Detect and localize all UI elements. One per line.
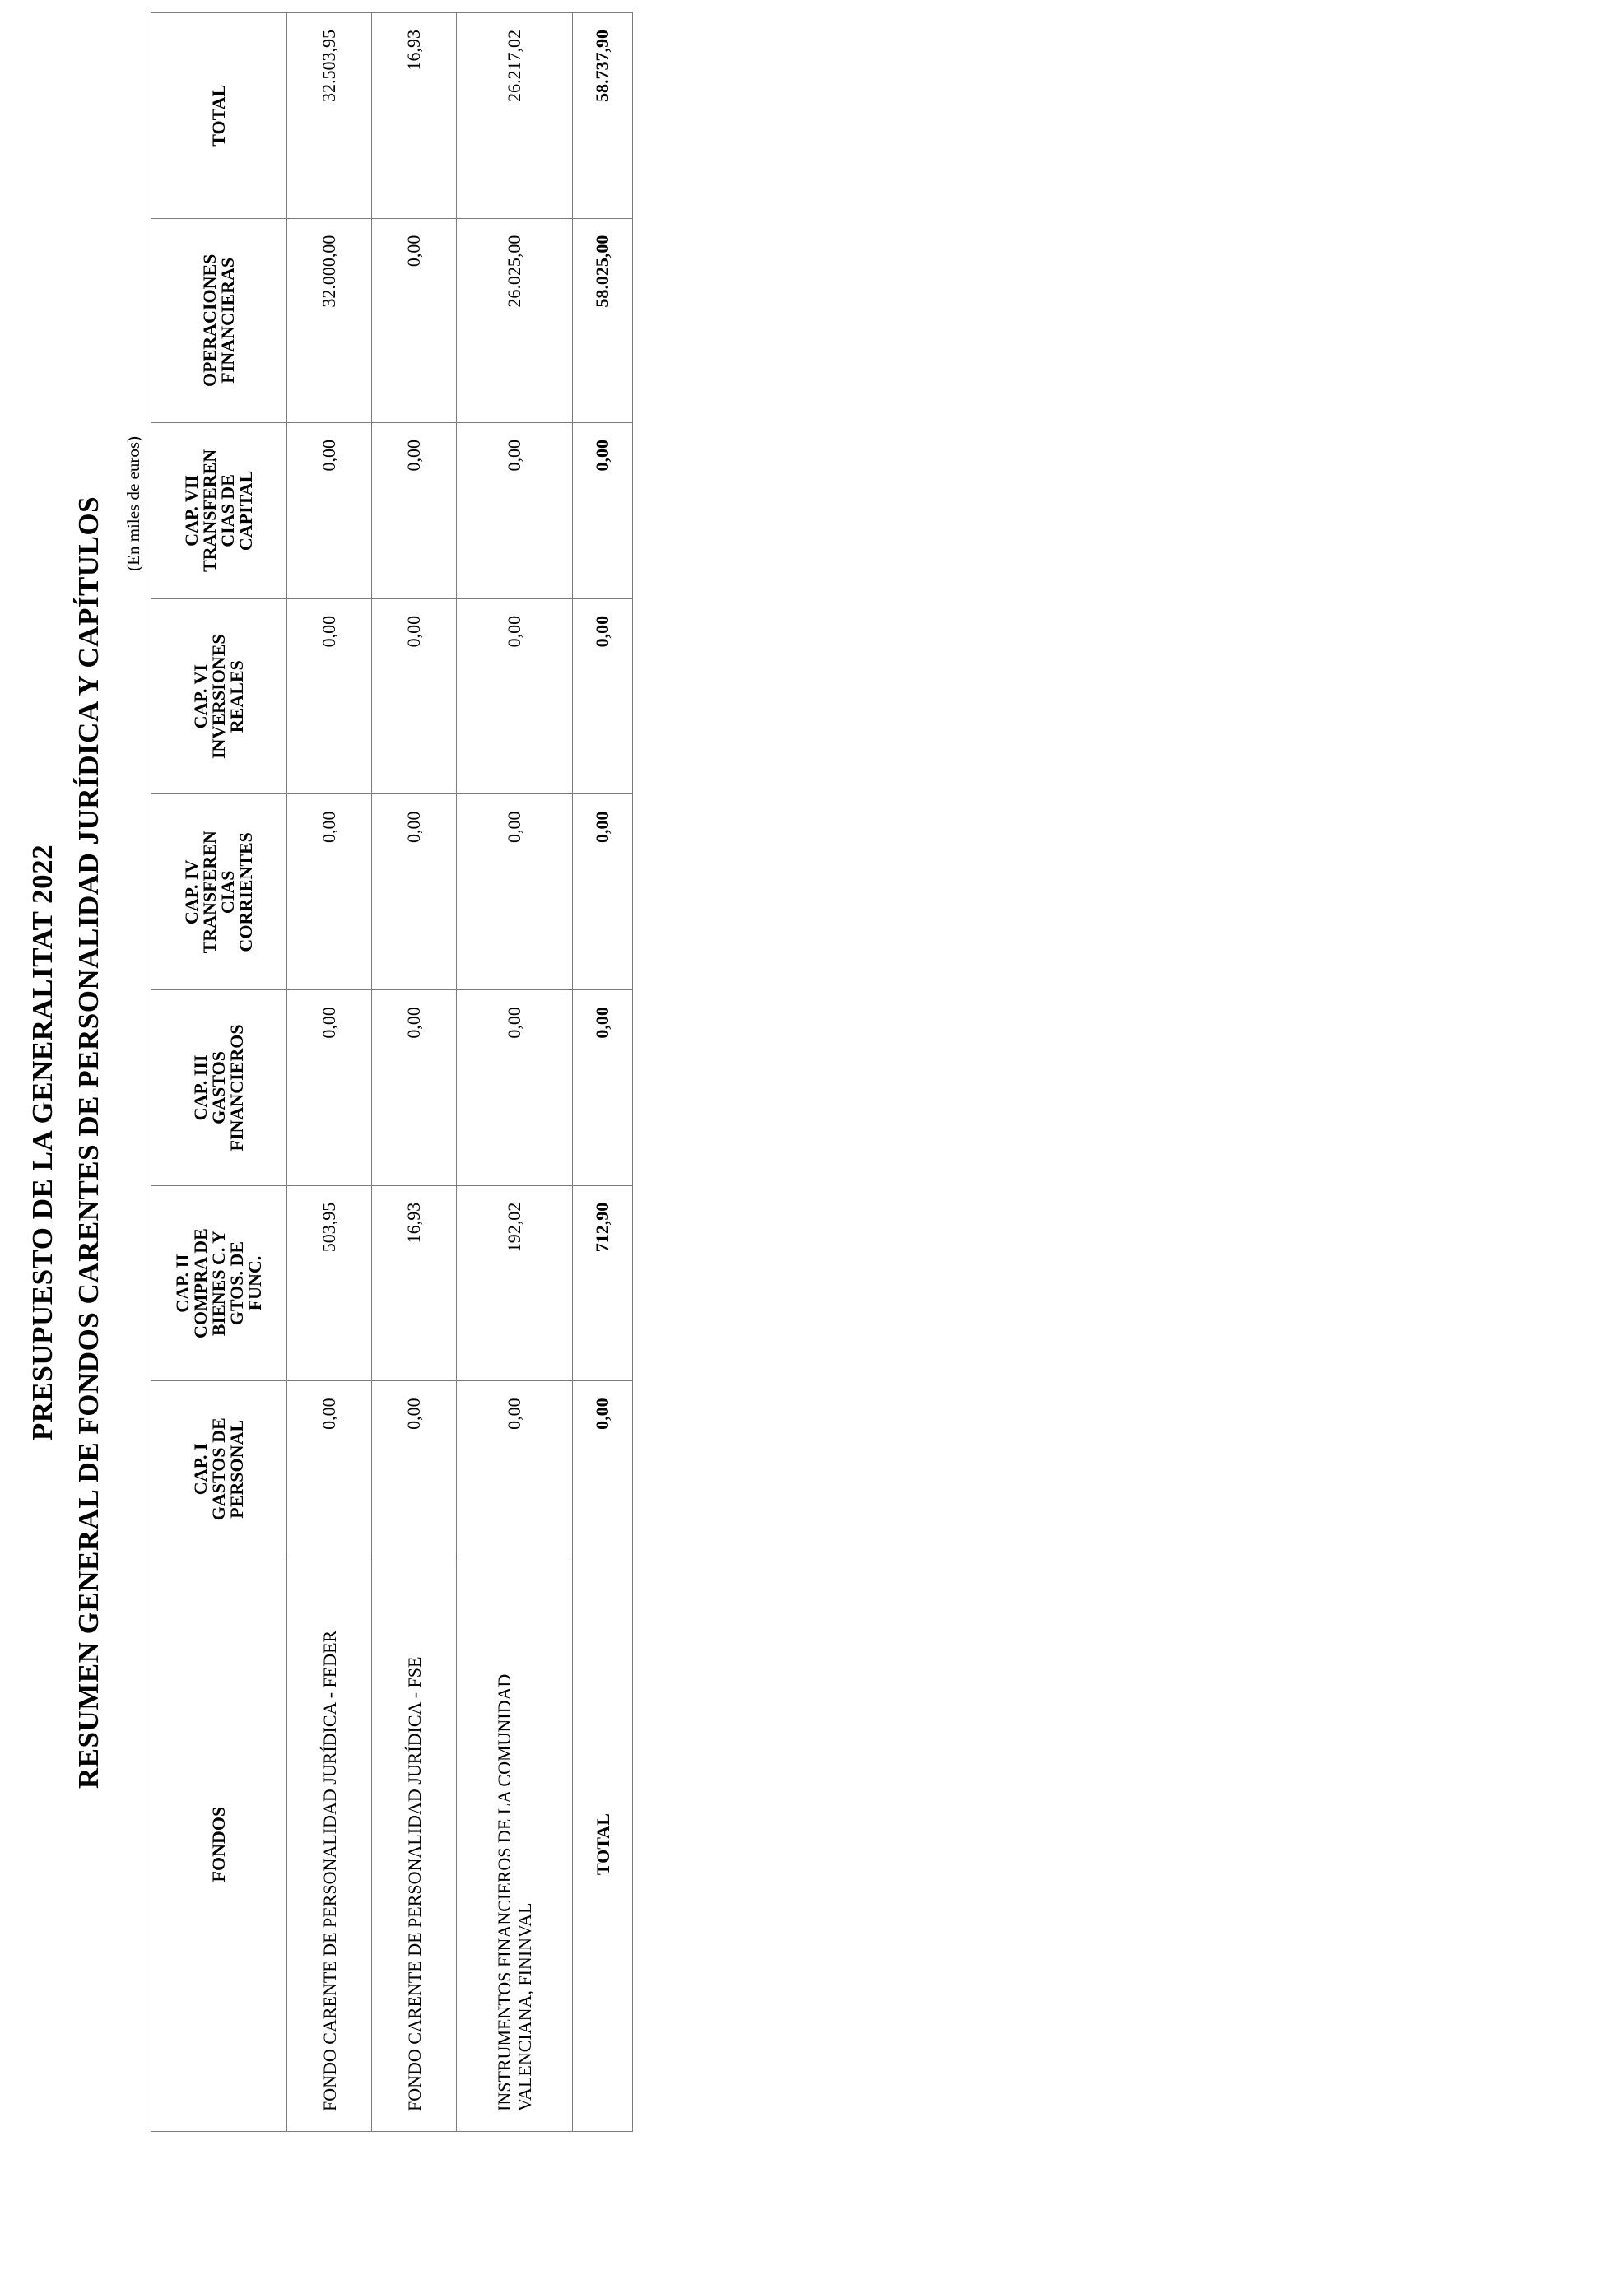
cell-cap6: 0,00	[573, 598, 633, 794]
column-header-line: FINANCIERAS	[217, 257, 238, 384]
table-row	[457, 13, 573, 2132]
column-header-line: TRANSFEREN	[199, 449, 220, 573]
column-header-cap3	[151, 990, 287, 1186]
cell-opfin: 0,00	[372, 218, 457, 422]
cell-cap3: 0,00	[573, 990, 633, 1186]
column-header-line: CORRIENTES	[235, 832, 256, 952]
cell-cap6: 0,00	[457, 598, 573, 794]
table-body	[287, 13, 633, 2132]
column-header-line: TOTAL	[208, 84, 229, 147]
cell-cap3: 0,00	[287, 990, 372, 1186]
fund-name: FONDO CARENTE DE PERSONALIDAD JURÍDICA - FEDER	[287, 1557, 372, 2132]
column-header-cap2	[151, 1185, 287, 1381]
column-header-line: INVERSIONES	[208, 634, 229, 759]
cell-cap7: 0,00	[457, 423, 573, 599]
column-header-line: COMPRA DE	[190, 1228, 211, 1338]
column-header-cap6	[151, 598, 287, 794]
column-header-line: FONDOS	[208, 1806, 229, 1882]
column-header-line: CAP. IV	[181, 859, 202, 925]
cell-total: 26.217,02	[457, 13, 573, 219]
column-header-cap4	[151, 794, 287, 990]
document-title: PRESUPUESTO DE LA GENERALITAT 2022	[26, 844, 58, 1441]
column-header-line: CIAS DE	[217, 474, 238, 547]
column-header-line: CAP. VI	[190, 664, 211, 729]
table-row	[372, 13, 457, 2132]
cell-cap3: 0,00	[457, 990, 573, 1186]
column-header-cap7	[151, 423, 287, 599]
cell-cap2: 503,95	[287, 1185, 372, 1381]
cell-cap4: 0,00	[457, 794, 573, 990]
column-header-line: REALES	[226, 660, 247, 733]
units-note: (En miles de euros)	[123, 436, 143, 571]
cell-cap4: 0,00	[372, 794, 457, 990]
cell-cap4: 0,00	[287, 794, 372, 990]
fund-name: FONDO CARENTE DE PERSONALIDAD JURÍDICA - FSE	[372, 1557, 457, 2132]
cell-cap2: 712,90	[573, 1185, 633, 1381]
header-row	[151, 13, 287, 2132]
cell-cap1: 0,00	[573, 1381, 633, 1557]
fund-name: TOTAL	[573, 1557, 633, 2132]
cell-cap2: 16,93	[372, 1185, 457, 1381]
fund-name: INSTRUMENTOS FINANCIEROS DE LA COMUNIDAD VALENCIANA, FININVAL	[457, 1557, 573, 2132]
cell-cap7: 0,00	[287, 423, 372, 599]
column-header-fondos	[151, 1557, 287, 2132]
cell-total: 58.737,90	[573, 13, 633, 219]
column-header-total	[151, 13, 287, 219]
cell-cap7: 0,00	[573, 423, 633, 599]
cell-opfin: 58.025,00	[573, 218, 633, 422]
cell-cap1: 0,00	[457, 1381, 573, 1557]
total-row	[573, 13, 633, 2132]
cell-cap6: 0,00	[287, 598, 372, 794]
table-row	[287, 13, 372, 2132]
column-header-line: FUNC.	[244, 1255, 265, 1311]
column-header-line: CAP. I	[190, 1443, 211, 1496]
column-header-cap1	[151, 1381, 287, 1557]
column-header-line: PERSONAL	[226, 1419, 247, 1519]
cell-opfin: 26.025,00	[457, 218, 573, 422]
cell-cap1: 0,00	[287, 1381, 372, 1557]
column-header-line: CAP. II	[172, 1254, 193, 1313]
cell-total: 32.503,95	[287, 13, 372, 219]
column-header-line: FINANCIEROS	[226, 1024, 247, 1152]
cell-cap4: 0,00	[573, 794, 633, 990]
column-header-line: CAPITAL	[235, 470, 256, 551]
cell-cap3: 0,00	[372, 990, 457, 1186]
column-header-line: GASTOS	[208, 1051, 229, 1124]
column-header-line: OPERACIONES	[199, 254, 220, 387]
column-header-line: TRANSFEREN	[199, 831, 220, 954]
cell-cap6: 0,00	[372, 598, 457, 794]
column-header-line: CIAS	[217, 870, 238, 914]
budget-table	[151, 12, 633, 2132]
cell-cap7: 0,00	[372, 423, 457, 599]
column-header-line: GTOS. DE	[226, 1240, 247, 1326]
cell-opfin: 32.000,00	[287, 218, 372, 422]
column-header-line: GASTOS DE	[208, 1417, 229, 1521]
cell-cap2: 192,02	[457, 1185, 573, 1381]
column-header-line: CAP. VII	[181, 475, 202, 547]
column-header-line: BIENES C. Y	[208, 1230, 229, 1337]
column-header-line: CAP. III	[190, 1054, 211, 1121]
cell-cap1: 0,00	[372, 1381, 457, 1557]
cell-total: 16,93	[372, 13, 457, 219]
column-header-opfin	[151, 218, 287, 422]
document-subtitle: RESUMEN GENERAL DE FONDOS CARENTES DE PERSONALIDAD JURÍDICA Y CAPÍTULOS	[72, 496, 105, 1789]
